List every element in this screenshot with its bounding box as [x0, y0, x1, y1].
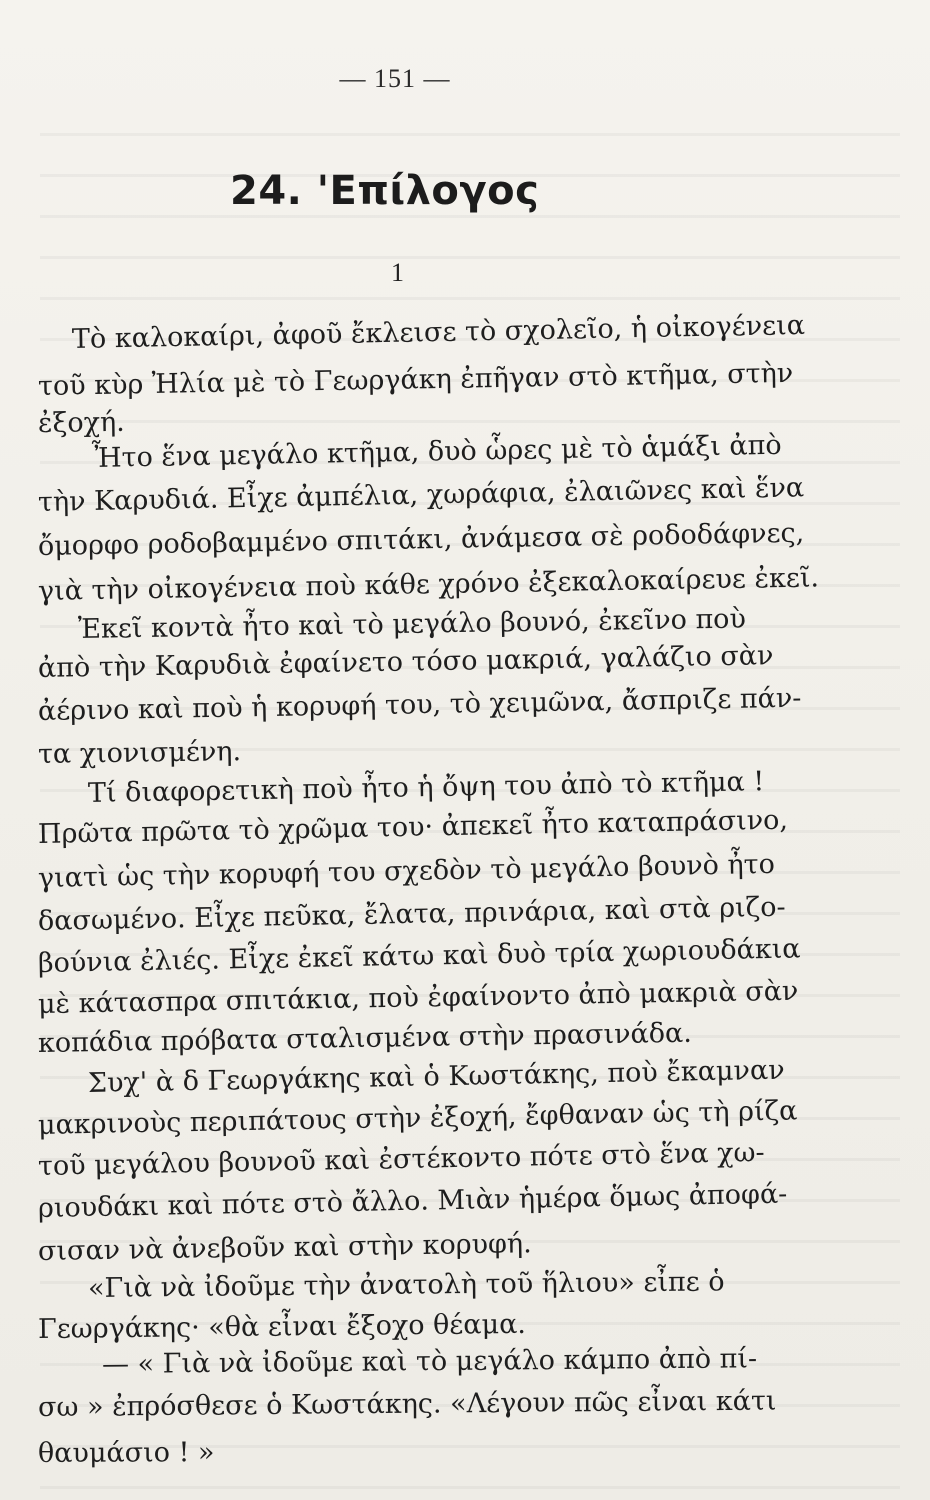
text-line: ὄμορφο ροδοβαμμένο σπιτάκι, ἀνάμεσα σὲ ροδοδάφνες,: [37, 517, 805, 562]
page-number: — 151 —: [339, 64, 451, 93]
text-line: μὲ κάτασπρα σπιτάκια, ποὺ ἐφαίνοντο ἀπὸ μακριὰ σὰν: [37, 975, 799, 1020]
text-line: μακρινοὺς περιπάτους στὴν ἐξοχή, ἔφθαναν ὡς τὴ ρίζα: [37, 1095, 798, 1141]
chapter-title: 24. 'Επίλογος: [230, 168, 540, 214]
text-line: τοῦ κὺρ Ἠλία μὲ τὸ Γεωργάκη ἐπῆγαν στὸ κτῆμα, στὴν: [37, 357, 794, 402]
text-line: γιατὶ ὡς τὴν κορυφή του σχεδὸν τὸ μεγάλο βουνὸ ἦτο: [37, 848, 776, 894]
text-line: — « Γιὰ νὰ ἰδοῦμε καὶ τὸ μεγάλο κάμπο ἀπὸ πί-: [101, 1343, 758, 1380]
text-line: τα χιονισμένη.: [37, 736, 242, 770]
text-line: Συχ' ὰ δ Γεωργάκης καὶ ὁ Κωστάκης, ποὺ ἔκαμναν: [87, 1054, 785, 1099]
text-line: Τὸ καλοκαίρι, ἀφοῦ ἔκλεισε τὸ σχολεῖο, ἡ οἰκογένεια: [71, 309, 806, 355]
text-line: βούνια ἐλιές. Εἶχε ἐκεῖ κάτω καὶ δυὸ τρία χωριουδάκια: [37, 933, 801, 979]
text-line: κοπάδια πρόβατα σταλισμένα στὴν πρασινάδα.: [37, 1017, 693, 1059]
text-line: Ἐκεῖ κοντὰ ἦτο καὶ τὸ μεγάλο βουνό, ἐκεῖνο ποὺ: [77, 603, 747, 645]
section-number: 1: [391, 258, 404, 287]
text-line: ἐξοχή.: [37, 406, 125, 439]
text-line: Γεωργάκης· «θὰ εἶναι ἔξοχο θέαμα.: [37, 1308, 527, 1345]
text-line: γιὰ τὴν οἰκογένεια ποὺ κάθε χρόνο ἐξεκαλοκαίρευε ἐκεῖ.: [37, 562, 820, 607]
text-line: σισαν νὰ ἀνεβοῦν καὶ στὴν κορυφή.: [37, 1228, 532, 1267]
text-line: δασωμένο. Εἶχε πεῦκα, ἔλατα, πρινάρια, καὶ στὰ ριζο-: [37, 891, 786, 937]
text-line: Ἦτο ἕνα μεγάλο κτῆμα, δυὸ ὧρες μὲ τὸ ἁμάξι ἀπὸ: [91, 429, 782, 474]
text-line: τοῦ μεγάλου βουνοῦ καὶ ἐστέκοντο πότε στὸ ἕνα χω-: [37, 1137, 765, 1182]
text-line: θαυμάσιο ! »: [37, 1437, 215, 1469]
text-line: Πρῶτα πρῶτα τὸ χρῶμα του· ἀπεκεῖ ἦτο καταπράσινο,: [37, 804, 789, 850]
text-line: σω » ἐπρόσθεσε ὁ Κωστάκης. «Λέγουν πῶς εἶναι κάτι: [37, 1385, 777, 1423]
text-line: ἀπὸ τὴν Καρυδιὰ ἐφαίνετο τόσο μακριά, γαλάζιο σὰν: [37, 640, 774, 684]
text-line: «Γιὰ νὰ ἰδοῦμε τὴν ἀνατολὴ τοῦ ἥλιου» εἶπε ὁ: [87, 1266, 725, 1304]
text-line: Τί διαφορετικὴ ποὺ ἦτο ἡ ὄψη του ἀπὸ τὸ κτῆμα !: [87, 766, 765, 809]
text-line: ριουδάκι καὶ πότε στὸ ἄλλο. Μιὰν ἡμέρα ὅμως ἀποφά-: [37, 1178, 788, 1224]
text-line: ἀέρινο καὶ ποὺ ἡ κορυφή του, τὸ χειμῶνα, ἄσπριζε πάν-: [37, 682, 802, 727]
text-line: τὴν Καρυδιά. Εἶχε ἀμπέλια, χωράφια, ἐλαιῶνες καὶ ἕνα: [37, 472, 805, 518]
